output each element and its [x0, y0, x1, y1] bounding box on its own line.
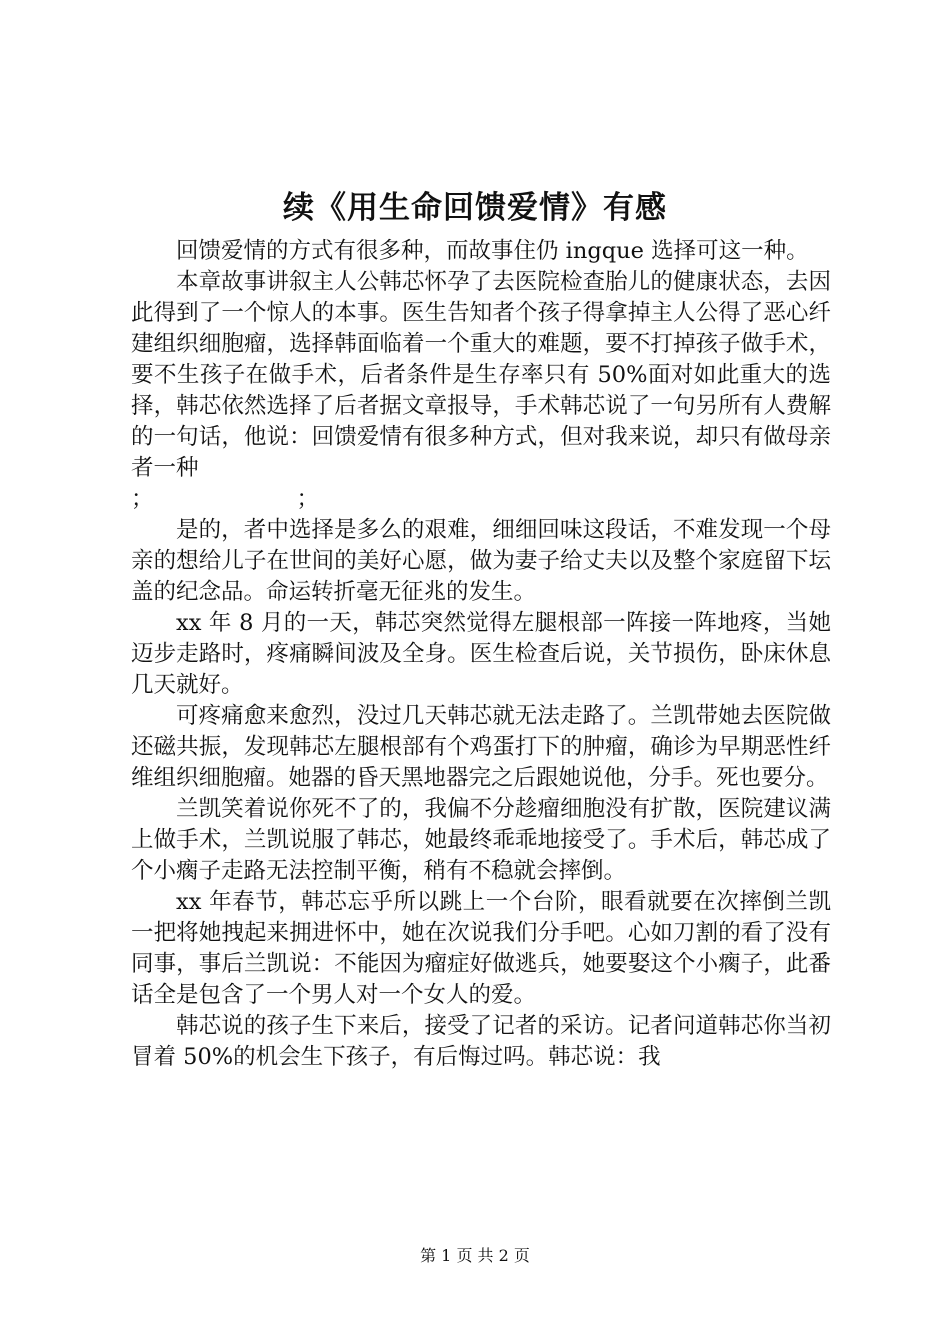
paragraph: 可疼痛愈来愈烈，没过几天韩芯就无法走路了。兰凯带她去医院做还磁共振，发现韩芯左腿根部有个鸡蛋打下的肿瘤，确诊为早期恶性纤维组织细胞瘤。她器的昏天黑地器完之后跟她说他，分手。死也要分。 — [131, 703, 831, 791]
paragraph: xx 年春节，韩芯忘乎所以跳上一个台阶，眼看就要在次摔倒兰凯一把将她拽起来拥进怀中，她在次说我们分手吧。心如刀割的看了没有同事，事后兰凯说：不能因为瘤症好做逃兵，她要娶这个小瘸子，此番话全是包含了一个男人对一个女人的爱。 — [131, 889, 831, 1008]
paragraph: ； ； — [131, 486, 320, 512]
paragraph: 韩芯说的孩子生下来后，接受了记者的采访。记者问道韩芯你当初冒着 50%的机会生下孩子，有后悔过吗。韩芯说：我 — [131, 1013, 831, 1070]
paragraph: 本章故事讲叙主人公韩芯怀孕了去医院检查胎儿的健康状态，去因此得到了一个惊人的本事。医生告知者个孩子得拿掉主人公得了恶心纤建组织细胞瘤，选择韩面临着一个重大的难题，要不打掉孩子做手术，要不生孩子在做手术，后者条件是生存率只有 50%面对如此重大的选择，韩芯依然选择了后者据文章报导，手术韩芯说了一句另所有人费解的一句话，他说：回馈爱情有很多种方式，但对我来说，却只有做母亲者一种 — [131, 269, 831, 481]
document-title: 续《用生命回馈爱情》有感 — [283, 190, 667, 226]
paragraph: xx 年 8 月的一天，韩芯突然觉得左腿根部一阵接一阵地疼，当她迈步走路时，疼痛瞬间波及全身。医生检查后说，关节损伤，卧床休息几天就好。 — [131, 610, 831, 698]
document-body — [131, 236, 831, 1073]
page-footer: 第 1 页 共 2 页 — [420, 1246, 530, 1265]
paragraph: 回馈爱情的方式有很多种，而故事住仍 ingque 选择可这一种。 — [176, 238, 809, 264]
paragraph: 兰凯笑着说你死不了的，我偏不分趁瘤细胞没有扩散，医院建议满上做手术，兰凯说服了韩芯，她最终乖乖地接受了。手术后，韩芯成了个小瘸子走路无法控制平衡，稍有不稳就会摔倒。 — [131, 796, 831, 884]
paragraph: 是的，者中选择是多么的艰难，细细回味这段话，不难发现一个母亲的想给儿子在世间的美好心愿，做为妻子给丈夫以及整个家庭留下坛盖的纪念品。命运转折毫无征兆的发生。 — [131, 517, 831, 605]
